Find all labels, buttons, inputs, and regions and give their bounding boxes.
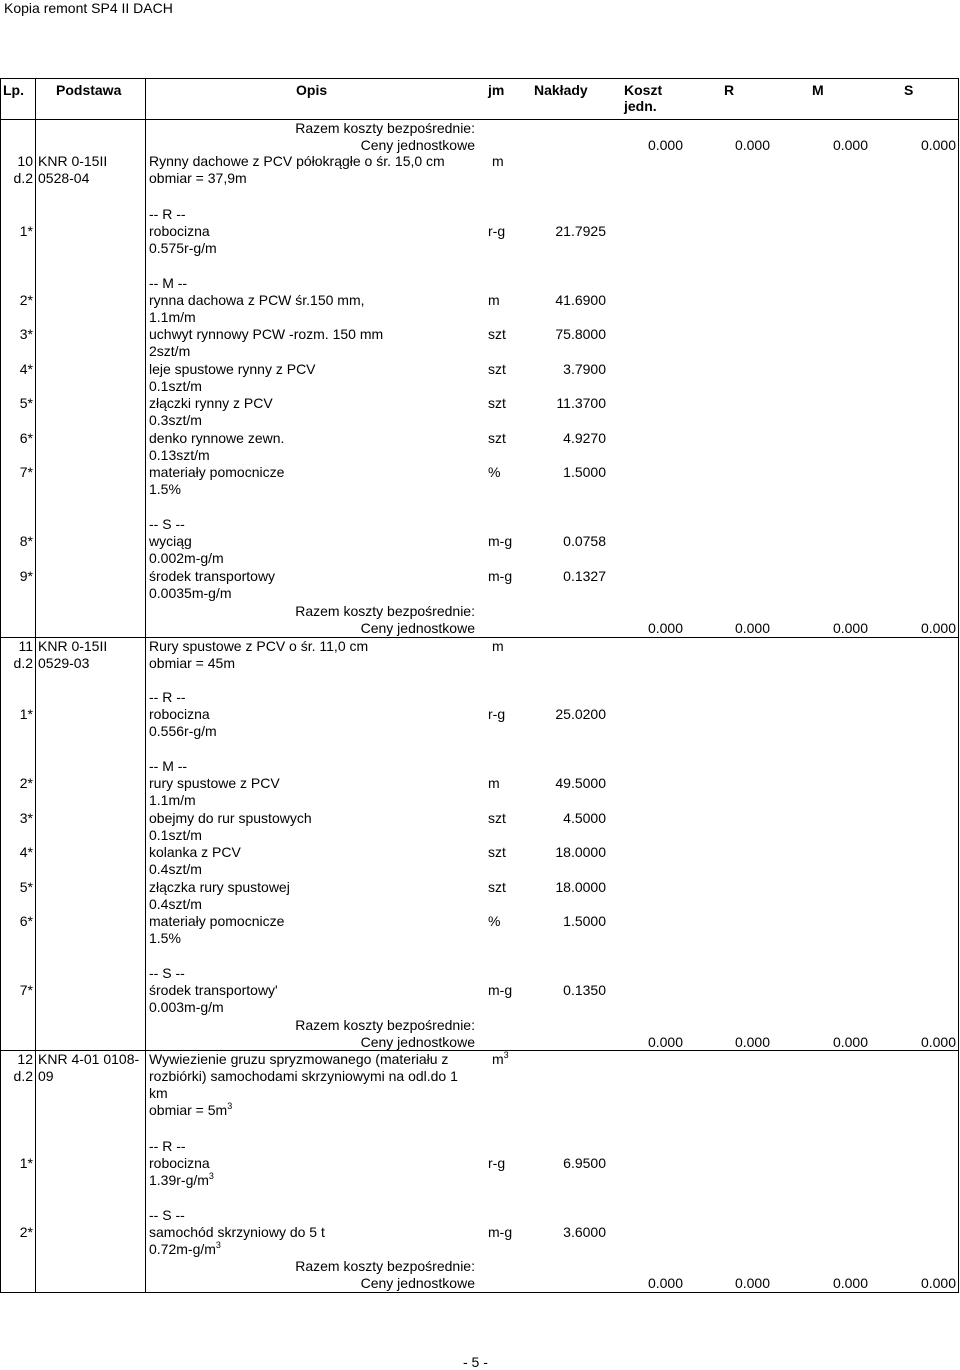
header-jm: jm xyxy=(488,82,505,98)
item-norm-text: 2szt/m xyxy=(149,343,191,359)
item-name: rury spustowe z PCV xyxy=(149,775,280,791)
item-norm-text: 0.72m-g/m xyxy=(149,1241,216,1257)
item-naklady: 1.5000 xyxy=(563,464,606,480)
block11-bottom-border xyxy=(0,1050,959,1051)
item-jm: m-g xyxy=(488,533,513,549)
item-naklady: 6.9500 xyxy=(563,1155,606,1171)
summary-ceny: Ceny jednostkowe xyxy=(360,137,475,153)
item-naklady: 25.0200 xyxy=(555,706,606,722)
block10-bottom-border xyxy=(0,637,959,638)
pos10-value-m: 0.000 xyxy=(832,620,868,636)
item-name: kolanka z PCV xyxy=(149,844,241,860)
pos12-jm xyxy=(492,1051,509,1068)
table-bottom-border xyxy=(0,1292,959,1293)
summary-value-r: 0.000 xyxy=(734,137,770,153)
item-lp: 1* xyxy=(19,223,33,239)
pos11-value-koszt: 0.000 xyxy=(647,1034,683,1050)
pos11-r-header: -- R -- xyxy=(149,689,186,705)
item-name: wyciąg xyxy=(149,533,192,549)
header-lp: Lp. xyxy=(3,82,24,98)
item-jm: % xyxy=(488,464,501,480)
item-norm-text: 0.002m-g/m xyxy=(149,550,224,566)
item-name: leje spustowe rynny z PCV xyxy=(149,361,316,377)
header-r: R xyxy=(724,82,735,98)
header-s: S xyxy=(904,82,914,98)
item-naklady: 75.8000 xyxy=(555,326,606,342)
document-title: Kopia remont SP4 II DACH xyxy=(4,0,173,16)
pos11-s-header: -- S -- xyxy=(149,965,185,981)
item-naklady: 1.5000 xyxy=(563,913,606,929)
item-norm-text: 1.5% xyxy=(149,930,181,946)
item-norm xyxy=(149,240,217,257)
item-jm: szt xyxy=(488,326,506,342)
pos12-ceny: Ceny jednostkowe xyxy=(360,1275,475,1291)
pos10-jm: m xyxy=(492,153,504,169)
pos11-m-header: -- M -- xyxy=(149,758,188,774)
header-opis: Opis xyxy=(296,82,328,98)
item-norm xyxy=(149,378,202,395)
summary-value-koszt: 0.000 xyxy=(647,137,683,153)
item-naklady: 3.7900 xyxy=(563,361,606,377)
item-lp: 9* xyxy=(19,568,33,584)
pos10-opis: Rynny dachowe z PCV półokrągłe o śr. 15,0 cm xyxy=(149,153,445,169)
item-norm-text: 0.1szt/m xyxy=(149,827,202,843)
item-norm xyxy=(149,343,190,360)
item-jm: m-g xyxy=(488,1224,513,1240)
item-lp: 2* xyxy=(19,292,33,308)
pos10-razem: Razem koszty bezpośrednie: xyxy=(295,603,475,619)
item-name: materiały pomocnicze xyxy=(149,913,285,929)
item-name: złączka rury spustowej xyxy=(149,879,290,895)
item-naklady: 0.1327 xyxy=(563,568,606,584)
header-m: M xyxy=(812,82,824,98)
item-norm-text: 0.1szt/m xyxy=(149,378,202,394)
item-lp: 3* xyxy=(19,326,33,342)
item-name: środek transportowy xyxy=(149,568,276,584)
item-name: środek transportowy' xyxy=(149,982,278,998)
pos11-number: 11 xyxy=(18,638,33,654)
summary-value-s: 0.000 xyxy=(920,137,956,153)
pos12-razem: Razem koszty bezpośrednie: xyxy=(295,1258,475,1274)
pos10-number-sub: d.2 xyxy=(13,170,33,186)
pos12-r-header: -- R -- xyxy=(149,1138,186,1154)
page-number: - 5 - xyxy=(463,1354,488,1370)
pos10-value-r: 0.000 xyxy=(734,620,770,636)
item-lp: 5* xyxy=(19,879,33,895)
pos11-jm: m xyxy=(492,638,504,654)
pos12-opis-line2: rozbiórki) samochodami skrzyniowymi na odl.do 1 xyxy=(149,1068,458,1084)
item-norm-text: 1.5% xyxy=(149,481,181,497)
item-jm: szt xyxy=(488,395,506,411)
pos12-obmiar-text: obmiar = 5m xyxy=(149,1102,228,1118)
item-norm-text: 1.1m/m xyxy=(149,792,196,808)
item-norm xyxy=(149,792,196,809)
header-podstawa: Podstawa xyxy=(56,82,122,98)
pos10-m-header: -- M -- xyxy=(149,275,188,291)
item-naklady: 49.5000 xyxy=(555,775,606,791)
pos12-value-r: 0.000 xyxy=(734,1275,770,1291)
pos11-value-m: 0.000 xyxy=(832,1034,868,1050)
item-lp: 3* xyxy=(19,810,33,826)
pos11-podstawa-sub: 0529-03 xyxy=(38,655,90,671)
item-norm xyxy=(149,861,202,878)
table-top-border xyxy=(0,78,959,79)
item-lp: 2* xyxy=(19,775,33,791)
pos11-obmiar: obmiar = 45m xyxy=(149,655,235,671)
item-name: uchwyt rynnowy PCW -rozm. 150 mm xyxy=(149,326,384,342)
item-name: rynna dachowa z PCW śr.150 mm, xyxy=(149,292,365,308)
pos11-opis: Rury spustowe z PCV o śr. 11,0 cm xyxy=(149,638,369,654)
item-norm xyxy=(149,999,224,1016)
header-bottom-border xyxy=(0,119,959,120)
item-jm: % xyxy=(488,913,501,929)
item-lp: 8* xyxy=(19,533,33,549)
pos10-obmiar: obmiar = 37,9m xyxy=(149,170,247,186)
item-norm xyxy=(149,896,202,913)
pos11-podstawa: KNR 0-15II xyxy=(38,638,108,654)
item-norm xyxy=(149,827,202,844)
item-norm xyxy=(149,481,181,498)
item-naklady: 18.0000 xyxy=(555,844,606,860)
item-norm xyxy=(149,309,196,326)
item-jm: szt xyxy=(488,879,506,895)
pos12-value-s: 0.000 xyxy=(920,1275,956,1291)
item-name: złączki rynny z PCV xyxy=(149,395,273,411)
pos10-podstawa-sub: 0528-04 xyxy=(38,170,90,186)
pos12-jm-text: m xyxy=(492,1051,504,1067)
item-name: robocizna xyxy=(149,223,210,239)
item-lp: 4* xyxy=(19,361,33,377)
item-name: materiały pomocnicze xyxy=(149,464,285,480)
pos12-value-m: 0.000 xyxy=(832,1275,868,1291)
item-jm: szt xyxy=(488,810,506,826)
pos12-value-koszt: 0.000 xyxy=(647,1275,683,1291)
table-right-border xyxy=(958,78,959,1293)
item-norm-text: 0.13szt/m xyxy=(149,447,210,463)
item-jm: r-g xyxy=(488,223,506,239)
pos12-opis-line1: Wywiezienie gruzu spryzmowanego (materiału z xyxy=(149,1051,449,1067)
item-lp: 5* xyxy=(19,395,33,411)
item-norm-text: 0.556r-g/m xyxy=(149,723,217,739)
col-podstawa-divider xyxy=(145,78,146,1293)
item-norm xyxy=(149,930,181,947)
pos11-ceny: Ceny jednostkowe xyxy=(360,1034,475,1050)
pos12-s-header: -- S -- xyxy=(149,1207,185,1223)
item-name: robocizna xyxy=(149,1155,210,1171)
pos12-podstawa: KNR 4-01 0108- xyxy=(38,1051,140,1067)
item-norm-exponent: 3 xyxy=(208,1171,214,1181)
pos10-s-header: -- S -- xyxy=(149,516,185,532)
pos10-value-s: 0.000 xyxy=(920,620,956,636)
item-norm xyxy=(149,1241,221,1258)
item-lp: 1* xyxy=(19,1155,33,1171)
item-norm xyxy=(149,1172,214,1189)
item-lp: 2* xyxy=(19,1224,33,1240)
pos12-obmiar-exponent: 3 xyxy=(227,1101,233,1111)
header-koszt-jedn: jedn. xyxy=(624,98,657,114)
pos11-razem: Razem koszty bezpośrednie: xyxy=(295,1017,475,1033)
item-name: obejmy do rur spustowych xyxy=(149,810,312,826)
header-naklady: Nakłady xyxy=(534,82,588,98)
item-jm: szt xyxy=(488,430,506,446)
item-norm-text: 0.4szt/m xyxy=(149,861,202,877)
item-norm-text: 0.0035m-g/m xyxy=(149,585,232,601)
item-lp: 6* xyxy=(19,913,33,929)
item-lp: 6* xyxy=(19,430,33,446)
item-norm-exponent: 3 xyxy=(215,1240,221,1250)
item-norm xyxy=(149,723,217,740)
item-naklady: 18.0000 xyxy=(555,879,606,895)
item-naklady: 11.3700 xyxy=(556,395,606,411)
table-left-border xyxy=(0,78,1,1293)
header-koszt: Koszt xyxy=(624,82,663,98)
pos12-podstawa-sub: 09 xyxy=(38,1068,54,1084)
item-norm-text: 0.575r-g/m xyxy=(149,240,217,256)
pos10-r-header: -- R -- xyxy=(149,206,186,222)
item-naklady: 41.6900 xyxy=(555,292,606,308)
item-norm xyxy=(149,412,202,429)
item-lp: 1* xyxy=(19,706,33,722)
item-naklady: 21.7925 xyxy=(555,223,606,239)
pos10-number: 10 xyxy=(17,153,33,169)
item-norm-text: 1.1m/m xyxy=(149,309,196,325)
pos10-ceny: Ceny jednostkowe xyxy=(360,620,475,636)
item-name: robocizna xyxy=(149,706,210,722)
pos12-number: 12 xyxy=(17,1051,33,1067)
item-naklady: 0.0758 xyxy=(563,533,606,549)
item-jm: m xyxy=(488,775,500,791)
item-norm xyxy=(149,550,224,567)
summary-razem: Razem koszty bezpośrednie: xyxy=(295,120,475,136)
item-jm: m-g xyxy=(488,568,513,584)
summary-value-m: 0.000 xyxy=(832,137,868,153)
pos11-value-r: 0.000 xyxy=(734,1034,770,1050)
pos12-jm-exponent: 3 xyxy=(503,1050,509,1060)
item-naklady: 3.6000 xyxy=(563,1224,606,1240)
item-norm xyxy=(149,447,210,464)
item-jm: r-g xyxy=(488,706,506,722)
pos12-obmiar xyxy=(149,1102,232,1119)
item-norm-text: 0.4szt/m xyxy=(149,896,202,912)
item-jm: szt xyxy=(488,361,506,377)
item-lp: 7* xyxy=(19,982,33,998)
item-norm-text: 0.003m-g/m xyxy=(149,999,224,1015)
item-jm: m xyxy=(488,292,500,308)
pos10-podstawa: KNR 0-15II xyxy=(38,153,108,169)
item-norm-text: 0.3szt/m xyxy=(149,412,202,428)
item-lp: 4* xyxy=(19,844,33,860)
pos12-number-sub: d.2 xyxy=(13,1068,33,1084)
item-jm: szt xyxy=(488,844,506,860)
item-name: denko rynnowe zewn. xyxy=(149,430,285,446)
item-jm: m-g xyxy=(488,982,513,998)
item-norm-text: 1.39r-g/m xyxy=(149,1172,209,1188)
item-name: samochód skrzyniowy do 5 t xyxy=(149,1224,325,1240)
item-lp: 7* xyxy=(19,464,33,480)
item-naklady: 4.5000 xyxy=(563,810,606,826)
item-norm xyxy=(149,585,231,602)
item-naklady: 4.9270 xyxy=(563,430,606,446)
pos11-value-s: 0.000 xyxy=(920,1034,956,1050)
pos11-number-sub: d.2 xyxy=(13,655,33,671)
pos10-value-koszt: 0.000 xyxy=(647,620,683,636)
pos12-opis-line3: km xyxy=(149,1085,168,1101)
item-naklady: 0.1350 xyxy=(563,982,606,998)
col-lp-divider xyxy=(35,78,36,1293)
item-jm: r-g xyxy=(488,1155,506,1171)
